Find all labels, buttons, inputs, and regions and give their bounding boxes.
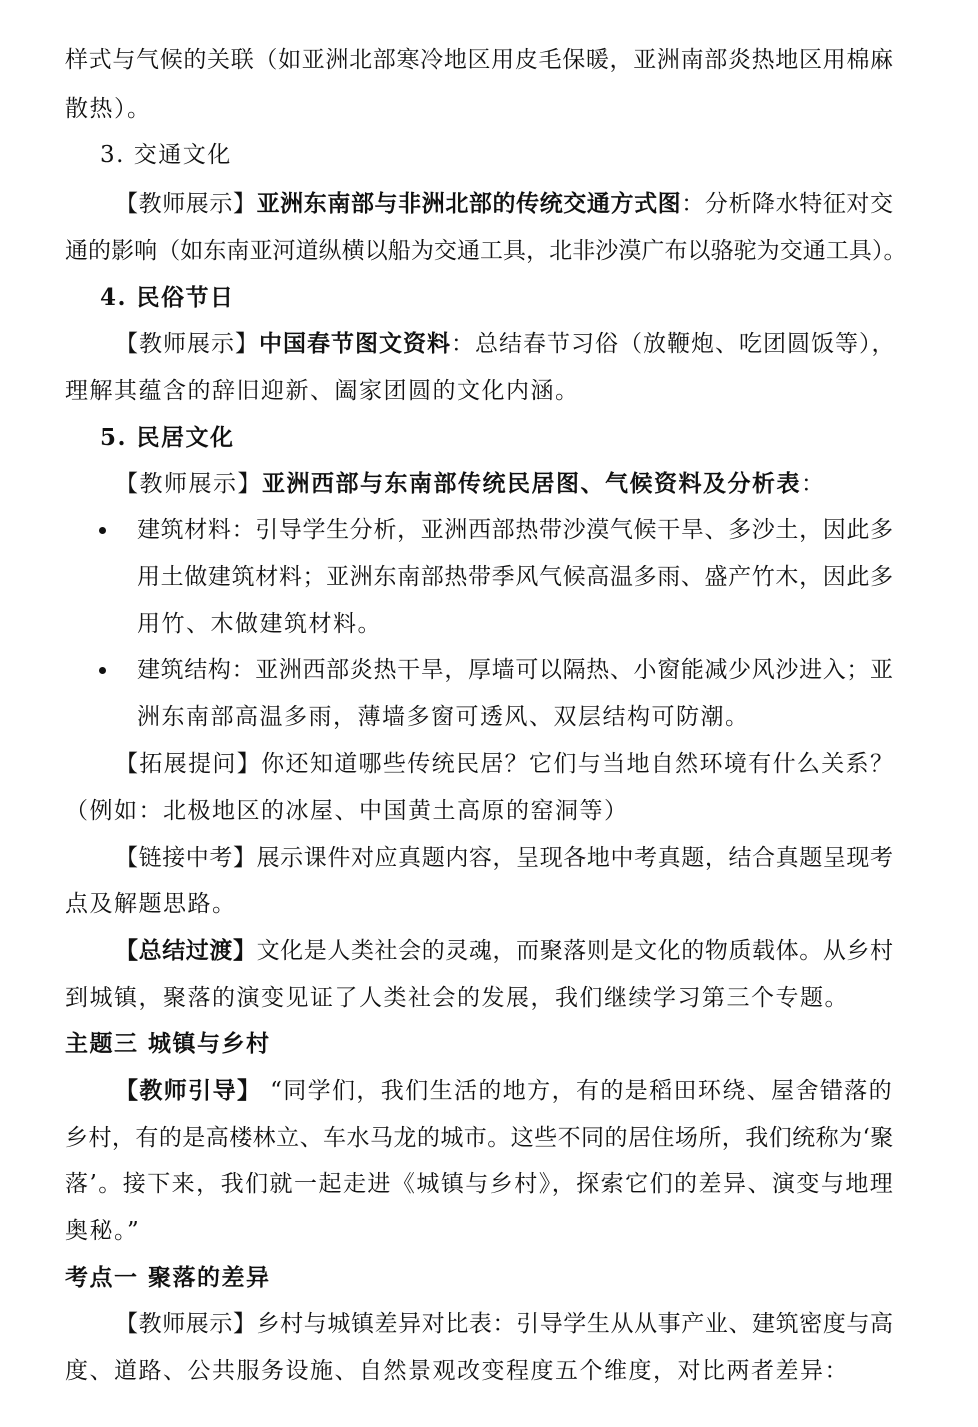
text-run: 建筑结构：亚洲西部炎热干旱，厚墙可以隔热、小窗能减少风沙进入；亚 bbox=[137, 657, 894, 683]
bold-text: 中国春节图文资料 bbox=[259, 330, 451, 357]
text-line bbox=[115, 1309, 894, 1339]
text-line bbox=[115, 469, 826, 499]
text-run: 洲东南部高温多雨，薄墙多窗可透风、双层结构可防潮。 bbox=[137, 704, 750, 730]
bold-text: 亚洲东南部与非洲北部的传统交通方式图 bbox=[256, 190, 682, 217]
text-run: 度、道路、公共服务设施、自然景观改变程度五个维度，对比两者差异： bbox=[65, 1358, 849, 1384]
text-line bbox=[65, 1356, 849, 1386]
bold-text: 亚洲西部与东南部传统民居图、气候资料及分析表 bbox=[262, 470, 801, 497]
text-run: 【教师展示】 bbox=[115, 191, 257, 217]
text-run: （例如：北极地区的冰屋、中国黄土高原的窑洞等） bbox=[65, 798, 629, 824]
text-run: 3. 交通文化 bbox=[100, 142, 232, 168]
bold-text: 考点一 聚落的差异 bbox=[65, 1264, 271, 1291]
text-run: 落’。接下来，我们就一起走进《城镇与乡村》，探索它们的差异、演变与地理 bbox=[65, 1171, 895, 1197]
text-run: 建筑材料：引导学生分析，亚洲西部热带沙漠气候干旱、多沙土，因此多 bbox=[137, 517, 894, 543]
text-run: 【教师展示】 bbox=[115, 471, 262, 497]
text-run: ： bbox=[801, 471, 826, 497]
text-line bbox=[100, 423, 235, 453]
text-line bbox=[65, 1216, 140, 1246]
text-line bbox=[137, 515, 894, 545]
bullet-dot bbox=[99, 667, 106, 674]
text-line bbox=[65, 236, 907, 266]
text-line bbox=[65, 796, 629, 826]
text-run: 【教师展示】乡村与城镇差异对比表：引导学生从从事产业、建筑密度与高 bbox=[115, 1311, 894, 1337]
text-line bbox=[65, 94, 152, 124]
bold-text: 5. 民居文化 bbox=[100, 424, 235, 451]
text-line bbox=[65, 1263, 271, 1293]
text-run: 用土做建筑材料；亚洲东南部热带季风气候高温多雨、盛产竹木，因此多 bbox=[137, 564, 894, 590]
text-run: 【链接中考】展示课件对应真题内容，呈现各地中考真题，结合真题呈现考 bbox=[115, 845, 894, 871]
text-run: 乡村，有的是高楼林立、车水马龙的城市。这些不同的居住场所，我们统称为‘聚 bbox=[65, 1125, 894, 1151]
text-line bbox=[115, 936, 894, 966]
text-line bbox=[115, 189, 894, 219]
text-line bbox=[100, 140, 232, 170]
text-line bbox=[137, 655, 894, 685]
text-line bbox=[65, 1029, 271, 1059]
text-run: 用竹、木做建筑材料。 bbox=[137, 611, 382, 637]
text-line bbox=[137, 562, 894, 592]
text-run: 点及解题思路。 bbox=[65, 891, 237, 917]
text-line bbox=[100, 283, 235, 313]
text-line bbox=[115, 329, 896, 359]
text-run: ：总结春节习俗（放鞭炮、吃团圆饭等）， bbox=[451, 331, 896, 357]
text-line bbox=[115, 749, 894, 779]
bold-text: 4. 民俗节日 bbox=[100, 284, 235, 311]
text-run: 【拓展提问】你还知道哪些传统民居？它们与当地自然环境有什么关系？ bbox=[115, 751, 895, 777]
text-line bbox=[137, 609, 382, 639]
text-line bbox=[65, 889, 237, 919]
text-run: 理解其蕴含的辞旧迎新、阖家团圆的文化内涵。 bbox=[65, 378, 580, 404]
bullet-dot bbox=[99, 527, 106, 534]
text-line bbox=[65, 45, 894, 75]
text-line bbox=[65, 376, 580, 406]
text-line bbox=[115, 1076, 893, 1106]
text-run: 奥秘。” bbox=[65, 1218, 141, 1244]
bold-text: 【总结过渡】 bbox=[115, 937, 257, 964]
text-line bbox=[115, 843, 894, 873]
bold-text: 主题三 城镇与乡村 bbox=[65, 1030, 271, 1057]
text-line bbox=[65, 1123, 894, 1153]
text-line bbox=[65, 1169, 894, 1199]
text-run: 文化是人类社会的灵魂，而聚落则是文化的物质载体。从乡村 bbox=[256, 938, 894, 964]
text-run: 【教师展示】 bbox=[115, 331, 259, 357]
text-run: 到城镇，聚落的演变见证了人类社会的发展，我们继续学习第三个专题。 bbox=[65, 985, 849, 1011]
text-run: “同学们，我们生活的地方，有的是稻田环绕、屋舍错落的 bbox=[261, 1078, 894, 1104]
bold-text: 【教师引导】 bbox=[115, 1077, 262, 1104]
text-line bbox=[137, 702, 750, 732]
text-line bbox=[65, 983, 849, 1013]
text-run: 样式与气候的关联（如亚洲北部寒冷地区用皮毛保暖，亚洲南部炎热地区用棉麻 bbox=[65, 47, 894, 73]
text-run: 散热）。 bbox=[65, 96, 152, 122]
text-run: ：分析降水特征对交 bbox=[681, 191, 894, 217]
text-run: 通的影响（如东南亚河道纵横以船为交通工具，北非沙漠广布以骆驼为交通工具）。 bbox=[65, 238, 907, 264]
